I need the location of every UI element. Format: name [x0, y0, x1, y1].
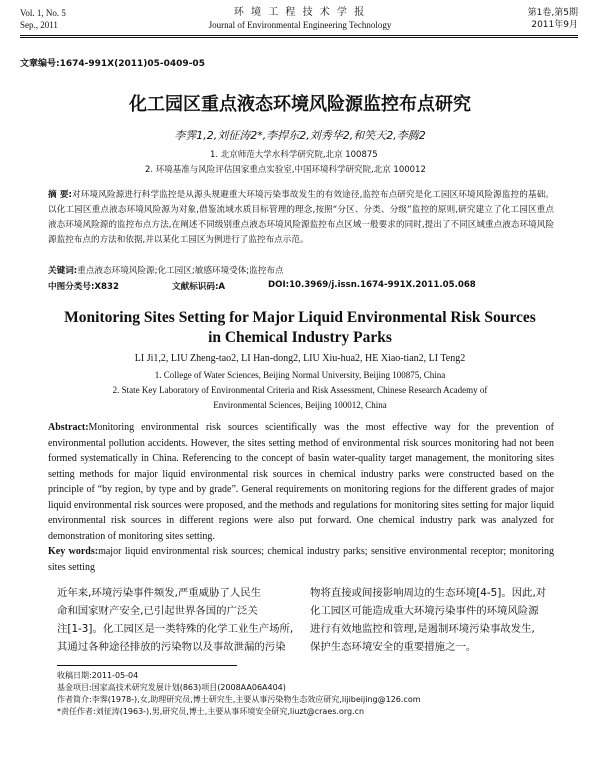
title-cn: 化工园区重点液态环境风险源监控布点研究: [129, 94, 471, 115]
abstract-cn-label: 摘 要:: [48, 190, 72, 200]
affiliation-en-2: 2. State Key Laboratory of Environmental Criteria and Risk Assessment, Chinese Research Academy of: [112, 385, 488, 395]
abstract-en: [48, 420, 554, 544]
abstract-en-text: Monitoring environmental risk sources scientifically was the most effective way for the prevention of environmental pollution accidents. However, the sites setting method of environmental risk sources monitoring had not been formed systematically in China. Referencing to the concept of basin water-quality target management, the monitoring sites setting methods for major liquid environmental risk sources in chemical industry parks were constructed based on the principle of “by region, by type and by grade”. General requirements on monitoring regions for the different grades of major liquid environmental risk sources were proposed, and the methods and regulations for monitoring sites setting for major liquid environmental risk sources in different regions were also put forward. One chemical industry park was analyzed for demonstration of monitoring sites setting.: [48, 422, 554, 542]
article-id: 文章编号:1674-991X(2011)05-0409-05: [20, 59, 205, 69]
keywords-en-label: Key words:: [48, 546, 99, 557]
header-rule-2: [20, 37, 578, 38]
authors-cn: 李霁1,2,刘征涛2*,李捍东2,刘秀华2,和笑天2,李腾2: [174, 129, 426, 142]
header-date: Sep., 2011: [20, 20, 58, 30]
clc-number: 中图分类号:X832: [48, 282, 119, 292]
footnote-rule: [57, 665, 237, 666]
footnote-funding: 基金项目:国家高技术研究发展计划(863)项目(2008AA06A404): [57, 683, 286, 692]
title-en-line-1: Monitoring Sites Setting for Major Liquid Environmental Risk Sources: [64, 309, 536, 326]
footnote-corresponding: *责任作者:刘征涛(1963-),男,研究员,博士,主要从事环境安全研究,liuzt@craes.org.cn: [57, 707, 365, 716]
header-issue: 第1卷,第5期: [527, 8, 578, 18]
abstract-cn-text: 对环境风险源进行科学监控是从源头规避重大环境污染事故发生的有效途径,监控布点研究是化工园区环境风险源监控的基础。以化工园区重点液态环境风险源为对象,借鉴流域水质目标管理的理念,按照“分区、分类、分级”监控的原则,研究建立了化工园区重点液态环境风险源的监控布点方法,在阐述不同级别重点液态环境风险源监控布点区域一般要求的同时,提出了不同区域重点液态环境风险源监控布点的方法和依据,并以某化工园区为例进行了监控布点示范。: [48, 190, 555, 245]
footnotes: [57, 670, 577, 718]
body-column-2: [310, 584, 560, 656]
abstract-cn: [48, 188, 554, 248]
title-en: [0, 308, 600, 348]
journal-title-cn: 环 境 工 程 技 术 学 报: [233, 7, 367, 18]
affiliation-en-1: 1. College of Water Sciences, Beijing Normal University, Beijing 100875, China: [154, 370, 446, 380]
keywords-en-text: major liquid environmental risk sources; chemical industry parks; sensitive environmental receptor; monitoring sites setting: [48, 546, 554, 573]
header-rule: [20, 35, 578, 36]
doi: DOI:10.3969/j.issn.1674-991X.2011.05.068: [268, 280, 476, 290]
keywords-cn-label: 关键词:: [48, 266, 78, 276]
body-column-1: [57, 584, 297, 656]
title-en-line-2: in Chemical Industry Parks: [208, 329, 392, 346]
header-volume: Vol. 1, No. 5: [20, 8, 66, 18]
affiliation-cn-1: 1. 北京师范大学水科学研究院,北京 100875: [210, 150, 378, 160]
body-col2-line-4: 保护生态环境安全的重要措施之一。: [310, 641, 477, 653]
abstract-en-label: Abstract:: [48, 422, 89, 433]
keywords-cn-text: 重点液态环境风险源;化工园区;敏感环境受体;监控布点: [77, 266, 284, 276]
keywords-cn: [48, 264, 554, 276]
journal-title-en: Journal of Environmental Engineering Technology: [208, 20, 392, 30]
body-col1-line-3: 注[1-3]。化工园区是一类特殊的化学工业生产场所,: [57, 623, 294, 635]
affiliation-cn-2: 2. 环境基准与风险评估国家重点实验室,中国环境科学研究院,北京 100012: [145, 165, 426, 175]
body-col1-line-1: 近年来,环境污染事件频发,严重威胁了人民生: [57, 587, 262, 599]
body-col1-line-4: 其通过各种途径排放的污染物以及事故泄漏的污染: [57, 641, 286, 653]
footnote-received: 收稿日期:2011-05-04: [57, 671, 139, 680]
keywords-en: [48, 544, 554, 575]
header-month: 2011年9月: [531, 20, 578, 30]
doc-code: 文献标识码:A: [172, 282, 226, 292]
body-col2-line-3: 进行有效地监控和管理,是遏制环境污染事故发生,: [310, 623, 535, 635]
body-col1-line-2: 命和国家财产安全,已引起世界各国的广泛关: [57, 605, 258, 617]
authors-en: LI Ji1,2, LIU Zheng-tao2, LI Han-dong2, LIU Xiu-hua2, HE Xiao-tian2, LI Teng2: [134, 353, 466, 364]
affiliations-en: [0, 368, 600, 413]
affiliation-en-3: Environmental Sciences, Beijing 100012, China: [213, 400, 387, 410]
footnote-author: 作者简介:李霁(1978-),女,助理研究员,博士研究生,主要从事污染物生态效应研究,lijibeijing@126.com: [57, 695, 421, 704]
body-col2-line-1: 物将直接或间接影响周边的生态环境[4-5]。因此,对: [310, 587, 547, 599]
body-col2-line-2: 化工园区可能造成重大环境污染事件的环境风险源: [310, 605, 539, 617]
